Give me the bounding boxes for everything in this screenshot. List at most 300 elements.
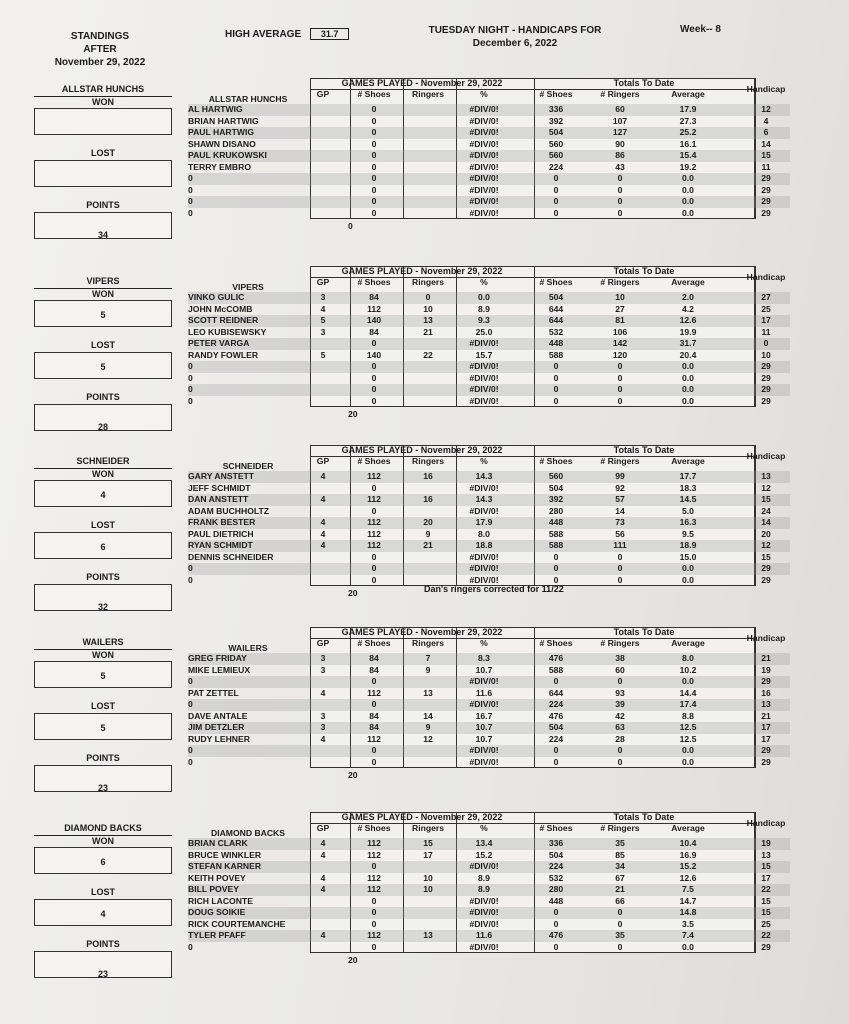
cell-tshoes: 336 [548,838,564,848]
table-row [188,315,790,327]
col-header-tshoes: # Shoes [539,277,573,287]
team-standing-panel [34,276,172,436]
cell-tshoes: 0 [553,207,559,218]
col-header-tringers: # Ringers [600,823,640,833]
cell-tshoes: 504 [548,849,564,860]
cell-pct: 15.2 [475,849,493,860]
col-header-handicap: Handicap [746,818,786,828]
player-name: 0 [188,395,193,406]
col-header-tshoes: # Shoes [539,823,573,833]
cell-avg: 16.1 [679,138,697,149]
col-header-ringers: Ringers [412,277,444,287]
cell-hcp: 14 [761,138,771,149]
cell-avg: 7.4 [682,930,694,940]
cell-tshoes: 0 [553,184,559,195]
cell-pct: #DIV/0! [469,941,499,952]
cell-tringers: 28 [615,733,625,744]
table-row [188,494,790,506]
cell-hcp: 4 [763,115,769,126]
cell-hcp: 17 [761,722,771,732]
cell-tshoes: 0 [553,173,559,183]
cell-tshoes: 0 [553,395,559,406]
points-label: POINTS [86,939,120,949]
cell-pct: #DIV/0! [469,384,499,394]
cell-tringers: 10 [615,292,625,302]
cell-shoes: 112 [367,838,381,848]
cell-ringers: 9 [425,528,431,539]
won-label: WON [92,97,114,107]
cell-tshoes: 504 [548,292,564,302]
cell-avg: 4.2 [682,303,694,314]
standing-team-name: ALLSTAR HUNCHS [34,84,172,97]
cell-hcp: 24 [761,505,771,516]
standings-date: November 29, 2022 [54,57,146,68]
cell-hcp: 19 [761,664,771,675]
cell-hcp: 29 [761,207,771,218]
table-row [188,185,790,197]
lost-label: LOST [91,148,115,158]
col-header-tringers: # Ringers [600,456,640,466]
cell-hcp: 20 [761,528,771,539]
player-name: 0 [188,207,193,218]
cell-tringers: 56 [615,528,625,539]
cell-shoes: 0 [371,104,377,114]
cell-shoes: 112 [367,687,381,698]
cell-tringers: 106 [612,326,628,337]
col-header-average: Average [671,277,705,287]
col-header-handicap: Handicap [746,84,786,94]
cell-hcp: 21 [761,653,771,663]
table-row [188,653,790,665]
cell-tringers: 0 [617,918,623,929]
player-name: SHAWN DISANO [188,138,256,149]
standing-team-name: WAILERS [34,637,172,650]
player-name: DENNIS SCHNEIDER [188,551,274,562]
cell-tringers: 63 [615,722,625,732]
cell-avg: 0.0 [682,384,694,394]
cell-ringers: 13 [423,930,433,940]
cell-hcp: 29 [761,941,771,952]
table-row [188,540,790,552]
cell-avg: 14.7 [679,895,697,906]
cell-hcp: 29 [761,395,771,406]
player-name: BILL POVEY [188,884,239,894]
cell-pct: #DIV/0! [469,361,499,371]
cell-ringers: 16 [423,471,433,481]
points-value: 32 [97,602,108,612]
cell-hcp: 25 [761,303,771,314]
cell-tshoes: 644 [548,687,564,698]
standing-team-name: SCHNEIDER [34,456,172,469]
cell-tringers: 85 [615,849,625,860]
cell-avg: 20.4 [679,349,697,360]
cell-tringers: 127 [612,127,628,137]
cell-hcp: 15 [761,895,771,906]
cell-tringers: 38 [615,653,625,663]
cell-pct: #DIV/0! [469,338,499,348]
player-name: BRUCE WINKLER [188,849,262,860]
cell-tringers: 0 [617,676,623,686]
standings-header [40,30,160,69]
lost-box [34,160,172,187]
col-header-tshoes: # Shoes [539,456,573,466]
cell-tshoes: 476 [548,710,564,721]
table-row [188,942,790,954]
cell-tshoes: 0 [553,384,559,394]
cell-pct: #DIV/0! [469,505,499,516]
cell-shoes: 112 [367,528,381,539]
cell-tshoes: 448 [548,895,564,906]
table-row [188,907,790,919]
cell-tringers: 0 [617,384,623,394]
cell-gp: 4 [320,849,326,860]
cell-hcp: 29 [761,574,771,585]
cell-shoes: 140 [366,349,382,360]
table-row [188,861,790,873]
table-row [188,162,790,174]
won-value: 4 [100,490,106,500]
cell-shoes: 0 [371,895,377,906]
player-name: JIM DETZLER [188,722,245,732]
standings-line2: AFTER [83,44,117,55]
cell-tshoes: 644 [548,315,564,325]
standing-team-name: VIPERS [34,276,172,289]
cell-tringers: 0 [617,563,623,573]
cell-avg: 8.0 [682,653,694,663]
cell-tshoes: 532 [548,872,564,883]
cell-pct: #DIV/0! [469,150,499,160]
cell-tshoes: 0 [553,907,559,917]
player-name: BRIAN CLARK [188,838,248,848]
cell-pct: 8.9 [478,872,490,883]
cell-tringers: 0 [617,551,623,562]
table-row [188,676,790,688]
cell-avg: 0.0 [682,676,694,686]
table-row [188,116,790,128]
cell-shoes: 0 [371,482,377,493]
cell-shoes: 0 [371,699,377,709]
games-played-header: GAMES PLAYED - November 29, 2022 [341,445,503,455]
player-name: TYLER PFAFF [188,930,246,940]
player-name: JEFF SCHMIDT [188,482,251,493]
cell-tshoes: 224 [548,699,564,709]
player-name: RICH LACONTE [188,895,253,906]
col-header-tringers: # Ringers [600,277,640,287]
col-header-tshoes: # Shoes [539,89,573,99]
col-header-shoes: # Shoes [357,89,391,99]
cell-avg: 0.0 [682,196,694,206]
cell-tringers: 0 [617,907,623,917]
player-name: SCOTT REIDNER [188,315,259,325]
player-name: 0 [188,699,193,709]
table-row [188,884,790,896]
cell-shoes: 112 [367,303,381,314]
player-name: 0 [188,756,193,767]
player-name: BRIAN HARTWIG [188,115,259,126]
won-box [34,108,172,135]
lost-label: LOST [91,887,115,897]
cell-shoes: 84 [369,722,379,732]
cell-tshoes: 280 [548,505,564,516]
cell-tshoes: 0 [553,361,559,371]
cell-avg: 5.0 [682,505,694,516]
totals-header: Totals To Date [613,78,675,88]
cell-avg: 19.9 [679,326,697,337]
cell-avg: 31.7 [679,338,697,348]
table-row [188,919,790,931]
cell-shoes: 0 [371,207,377,218]
cell-hcp: 15 [761,861,771,871]
player-name: RUDY LEHNER [188,733,250,744]
cell-shoes: 112 [367,884,381,894]
cell-tshoes: 224 [548,861,564,871]
team-table [188,627,790,797]
cell-avg: 0.0 [682,756,694,767]
player-name: PAUL DIETRICH [188,528,254,539]
team-table [188,78,790,248]
cell-hcp: 11 [761,326,771,337]
cell-tshoes: 0 [553,676,559,686]
lost-label: LOST [91,701,115,711]
won-label: WON [92,289,114,299]
games-total: 20 [348,588,358,598]
col-header-tringers: # Ringers [600,89,640,99]
table-row [188,838,790,850]
cell-shoes: 0 [371,563,377,573]
cell-shoes: 0 [371,907,377,917]
cell-pct: 8.9 [478,884,490,894]
cell-tshoes: 0 [553,756,559,767]
points-value: 34 [97,230,108,240]
games-played-header: GAMES PLAYED - November 29, 2022 [341,627,503,637]
col-header-average: Average [671,823,705,833]
cell-avg: 12.5 [679,733,697,744]
games-played-header: GAMES PLAYED - November 29, 2022 [341,78,503,88]
cell-shoes: 112 [367,517,381,527]
cell-shoes: 0 [371,150,377,160]
team-table [188,445,790,615]
cell-tringers: 39 [615,699,625,709]
cell-hcp: 22 [761,930,771,940]
col-header-shoes: # Shoes [357,277,391,287]
cell-avg: 0.0 [682,395,694,406]
table-team-name: ALLSTAR HUNCHS [208,94,288,104]
cell-tshoes: 448 [548,338,564,348]
cell-avg: 15.2 [679,861,697,871]
points-label: POINTS [86,392,120,402]
cell-pct: #DIV/0! [469,563,499,573]
cell-pct: 8.0 [478,528,490,539]
cell-tshoes: 588 [548,664,564,675]
cell-avg: 3.5 [682,918,694,929]
cell-tshoes: 644 [548,303,564,314]
cell-shoes: 84 [369,326,379,337]
cell-pct: #DIV/0! [469,745,499,755]
cell-shoes: 140 [366,315,382,325]
cell-gp: 4 [320,494,326,504]
col-header-shoes: # Shoes [357,638,391,648]
cell-hcp: 13 [761,699,771,709]
cell-pct: #DIV/0! [469,895,499,906]
cell-gp: 4 [320,733,326,744]
cell-hcp: 19 [761,838,771,848]
player-name: 0 [188,184,193,195]
cell-gp: 4 [320,838,326,848]
cell-avg: 0.0 [682,941,694,952]
col-header-shoes: # Shoes [357,456,391,466]
cell-shoes: 0 [371,384,377,394]
cell-avg: 14.5 [679,494,697,504]
cell-hcp: 29 [761,173,771,183]
col-header-pct: % [480,89,488,99]
cell-hcp: 21 [761,710,771,721]
cell-tringers: 57 [615,494,625,504]
cell-tringers: 0 [617,361,623,371]
cell-ringers: 20 [423,517,433,527]
points-value: 28 [97,422,108,432]
cell-pct: #DIV/0! [469,173,499,183]
col-header-pct: % [480,823,488,833]
cell-hcp: 29 [761,676,771,686]
table-row [188,361,790,373]
points-value: 23 [97,969,108,979]
table-row [188,338,790,350]
player-name: 0 [188,676,193,686]
high-average [225,28,349,40]
col-header-average: Average [671,456,705,466]
cell-tringers: 0 [617,745,623,755]
cell-ringers: 14 [423,710,433,721]
cell-pct: 17.9 [475,517,493,527]
table-team-name: VIPERS [232,282,264,292]
cell-avg: 0.0 [682,207,694,218]
col-header-handicap: Handicap [746,272,786,282]
cell-ringers: 22 [423,349,433,360]
cell-hcp: 12 [761,482,771,493]
table-row [188,208,790,220]
cell-pct: 8.3 [478,653,490,663]
cell-gp: 4 [320,471,326,481]
table-row [188,665,790,677]
cell-tringers: 0 [617,196,623,206]
cell-shoes: 84 [369,292,379,302]
lost-label: LOST [91,340,115,350]
games-played-header: GAMES PLAYED - November 29, 2022 [341,266,503,276]
col-header-ringers: Ringers [412,89,444,99]
cell-gp: 5 [320,349,326,360]
lost-value: 4 [100,909,106,919]
table-row [188,896,790,908]
cell-tringers: 0 [617,184,623,195]
lost-value: 5 [100,362,106,372]
points-label: POINTS [86,572,120,582]
cell-shoes: 0 [371,676,377,686]
cell-shoes: 0 [371,173,377,183]
cell-hcp: 29 [761,563,771,573]
cell-hcp: 0 [763,338,769,348]
player-name: ADAM BUCHHOLTZ [188,505,269,516]
cell-shoes: 0 [371,918,377,929]
cell-hcp: 13 [761,849,771,860]
col-header-pct: % [480,456,488,466]
table-row [188,529,790,541]
totals-header: Totals To Date [613,445,675,455]
cell-ringers: 16 [423,494,433,504]
cell-pct: #DIV/0! [469,574,499,585]
cell-shoes: 0 [371,361,377,371]
cell-ringers: 17 [423,849,433,860]
cell-pct: #DIV/0! [469,395,499,406]
col-header-ringers: Ringers [412,823,444,833]
team-table [188,812,790,982]
player-name: 0 [188,196,193,206]
cell-ringers: 21 [423,540,433,550]
cell-ringers: 0 [425,292,431,302]
cell-tshoes: 560 [548,150,564,160]
cell-pct: #DIV/0! [469,161,499,172]
cell-tringers: 67 [615,872,625,883]
cell-pct: #DIV/0! [469,907,499,917]
col-header-ringers: Ringers [412,638,444,648]
player-name: TERRY EMBRO [188,161,252,172]
cell-tringers: 99 [615,471,625,481]
cell-pct: 10.7 [475,733,493,744]
cell-pct: 10.7 [475,664,493,675]
cell-tringers: 0 [617,173,623,183]
cell-avg: 17.9 [679,104,697,114]
cell-pct: 9.3 [478,315,490,325]
table-row [188,711,790,723]
cell-avg: 25.2 [679,127,697,137]
cell-shoes: 0 [371,505,377,516]
cell-pct: 15.7 [475,349,493,360]
player-name: PAUL HARTWIG [188,127,255,137]
cell-avg: 10.4 [679,838,697,848]
cell-ringers: 10 [423,872,433,883]
cell-pct: 8.9 [478,303,490,314]
col-header-ringers: Ringers [412,456,444,466]
cell-pct: 10.7 [475,722,493,732]
cell-avg: 0.0 [682,563,694,573]
team-note: Dan's ringers corrected for 11/22 [424,584,564,594]
cell-avg: 12.6 [679,872,697,883]
cell-pct: 13.4 [475,838,493,848]
cell-hcp: 15 [761,907,771,917]
cell-tshoes: 504 [548,127,564,137]
cell-hcp: 12 [761,540,771,550]
cell-tshoes: 224 [548,161,564,172]
table-row [188,757,790,769]
won-label: WON [92,836,114,846]
cell-tringers: 0 [617,756,623,767]
games-total: 20 [348,955,358,965]
cell-shoes: 0 [371,196,377,206]
table-row [188,506,790,518]
cell-shoes: 0 [371,138,377,149]
cell-tringers: 34 [615,861,625,871]
cell-gp: 4 [320,540,326,550]
player-name: 0 [188,173,193,183]
cell-hcp: 29 [761,756,771,767]
cell-ringers: 15 [423,838,433,848]
cell-avg: 8.8 [682,710,694,721]
cell-gp: 5 [320,315,326,325]
cell-tringers: 111 [613,540,627,550]
cell-hcp: 11 [761,161,771,172]
totals-header: Totals To Date [613,266,675,276]
won-value: 5 [100,310,106,320]
cell-shoes: 0 [371,756,377,767]
